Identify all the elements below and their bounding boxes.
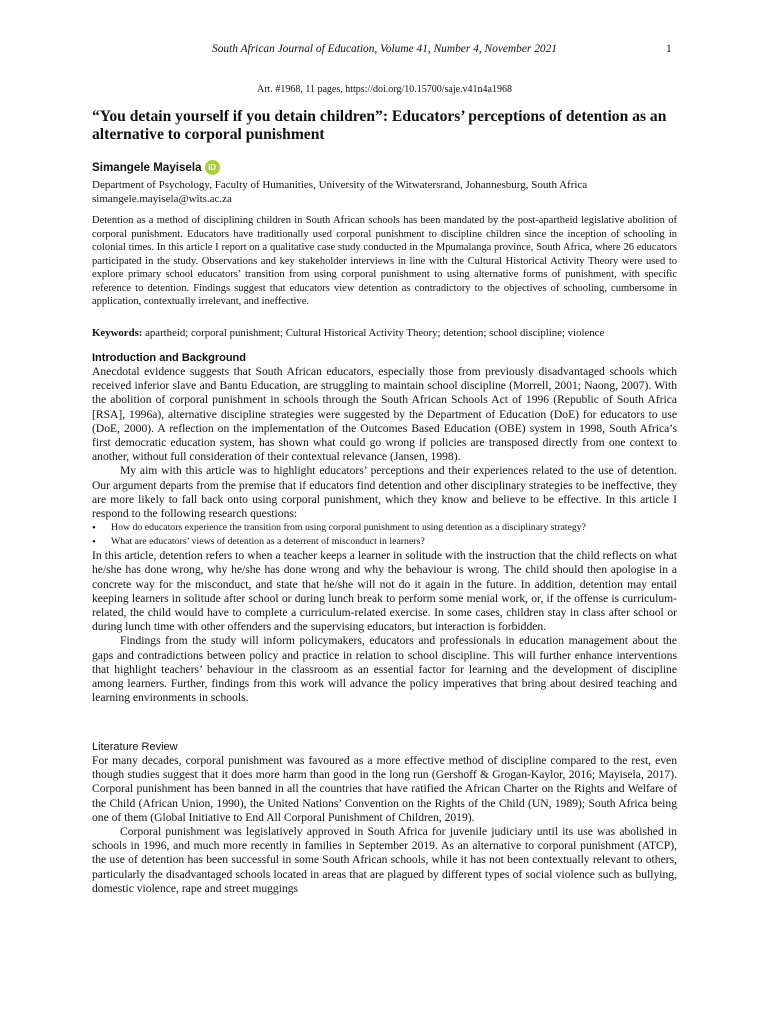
keywords-list: apartheid; corporal punishment; Cultural Historical Activity Theory; detention; school discipline; violence (142, 327, 605, 339)
keywords-label: Keywords: (92, 327, 143, 339)
paragraph: Corporal punishment was legislatively approved in South Africa for juvenile judiciary until its use was abolished in schools in 1996, and much more recently in families in September 2019. As an alternative to corporal punishment (ATCP), the use of detention has been successful in some South African schools, while it has not been contextually relevant to others, particularly the disadvantaged schools located in areas that are plagued by different types of social violence such as bullying, domestic violence, rape and street muggings (92, 825, 677, 895)
author-name: Simangele Mayisela (92, 161, 202, 174)
section-heading-introduction: Introduction and Background (92, 352, 246, 364)
orcid-icon[interactable]: iD (205, 160, 220, 175)
paragraph: Findings from the study will inform policymakers, educators and professionals in education management about the gaps and contradictions between policy and practice in relation to school discipline. This will further enhance interventions that highlight teachers’ behaviour in the classroom as an essential factor for learning and the development of discipline among learners. Further, findings from this work will advance the policy imperatives that bring about desired teaching and learning environments in schools. (92, 634, 677, 705)
article-doi-line: Art. #1968, 11 pages, https://doi.org/10.15700/saje.v41n4a1968 (257, 84, 512, 95)
author-email[interactable]: simangele.mayisela@wits.ac.za (92, 193, 232, 205)
keywords (92, 327, 682, 339)
section-heading-literature-review: Literature Review (92, 741, 178, 753)
article-title: “You detain yourself if you detain children”: Educators’ perceptions of detention as an alternative to corporal punishment (92, 108, 667, 143)
paragraph: In this article, detention refers to when a teacher keeps a learner in solitude with the instruction that the child reflects on what he/she has done wrong, why he/she has done wrong and why the behaviour is wrong. The child should then apologise in a concrete way for the misconduct, and state that he/she will not do it again in the future. In addition, detention may entail keeping learners in solitude after school or during lunch break to perform some menial work, or, if the offense is curriculum-related, the child would have to complete a curriculum-related exercise. In some cases, children stay in class after school or during lunch time with other offenders and the supervising educators, but interaction is forbidden. (92, 549, 677, 634)
research-questions-list (92, 521, 677, 549)
paragraph: My aim with this article was to highlight educators’ perceptions and their experiences related to the use of detention. Our argument departs from the premise that if educators find detention and other disciplinary strategies to be ineffective, they are more likely to fall back onto using corporal punishment, which they know and believe to be effective. In this article I respond to the following research questions: (92, 464, 677, 521)
paragraph: Anecdotal evidence suggests that South African educators, especially those from previously disadvantaged schools which received inferior slave and Bantu Education, are struggling to maintain school discipline (Morrell, 2001; Naong, 2007). With the abolition of corporal punishment in schools through the South African Schools Act of 1996 (Republic of South Africa [RSA], 1996a), alternative discipline strategies were suggested by the Department of Education (DoE) for educators to use (DoE, 2000). A reflection on the implementation of the Outcomes Based Education (OBE) system in 1998, South Africa’s first democratic education system, has shown what could go wrong if policies are transposed directly from one context to another, without full consideration of their contextual relevance (Jansen, 1998). (92, 365, 677, 464)
paragraph: For many decades, corporal punishment was favoured as a more effective method of discipline compared to the rest, even though studies suggest that it does more harm than good in the long run (Gershoff & Grogan-Kaylor, 2016; Mayisela, 2017). Corporal punishment has been banned in all the countries that have ratified the African Charter on the Rights and Welfare of the Child (African Union, 1990), the United Nations’ Convention on the Rights of the Child (UN, 1989); South Africa being one of them (Global Initiative to End All Corporal Punishment of Children, 2019). (92, 754, 677, 824)
author-row (92, 160, 220, 175)
running-head: South African Journal of Education, Volume 41, Number 4, November 2021 (212, 43, 557, 55)
affiliation-block (92, 178, 682, 206)
abstract: Detention as a method of disciplining children in South African schools has been mandated by the post-apartheid legislative abolition of corporal punishment. Educators have traditionally used corporal punishment to discipline children since the inception of schooling in colonial times. In this article I report on a qualitative case study conducted in the Mpumalanga province, South Africa, where 26 educators participated in the study. Observations and key stakeholder interviews in line with the Cultural Historical Activity Theory were used to explore primary school educators’ transition from using corporal punishment to using alternative forms of punishment, with specific reference to detention. Findings suggest that educators view detention as contradictory to the objectives of schooling, cumbersome in application, contextually irrelevant, and ineffective. (92, 215, 677, 307)
introduction-section (92, 365, 677, 705)
list-item: • What are educators’ views of detention as a deterrent of misconduct in learners? (92, 535, 677, 549)
affiliation: Department of Psychology, Faculty of Humanities, University of the Witwatersrand, Johannesburg, South Africa (92, 179, 588, 191)
page-number: 1 (666, 43, 672, 55)
list-item: • How do educators experience the transition from using corporal punishment to using detention as a disciplinary strategy? (92, 521, 677, 535)
literature-review-section (92, 754, 677, 896)
